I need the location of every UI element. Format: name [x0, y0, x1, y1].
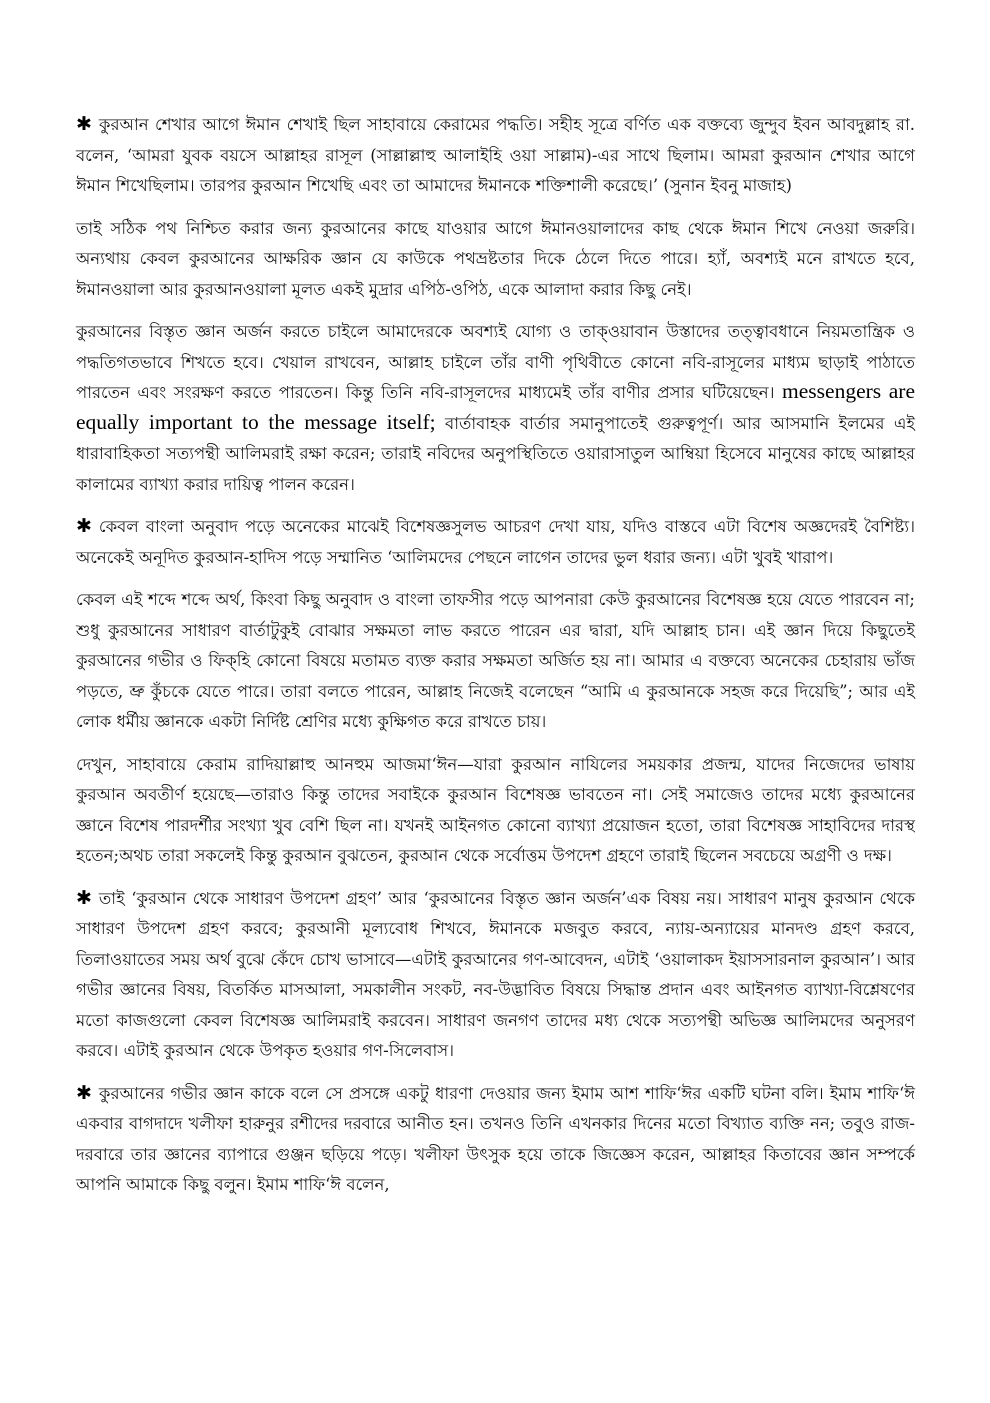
paragraph-text: দেখুন, সাহাবায়ে কেরাম রাদিয়াল্লাহু আনহুম আজমা‘ঈন—যারা কুরআন নাযিলের সময়কার প্রজন্ম, যাদের নিজেদের ভাষায় কুরআন অবতীর্ণ হয়েছে—তারাও কিন্তু তাদের সবাইকে কুরআন বিশেষজ্ঞ ভাবতেন না। সেই সমাজেও তাদের মধ্যে কুরআনের জ্ঞানে বিশেষ পারদর্শীর সংখ্যা খুব বেশি ছিল না। যখনই আইনগত কোনো ব্যাখ্যা প্রয়োজন হতো, তারা বিশেষজ্ঞ সাহাবিদের দারস্থ হতেন;অথচ তারা সকলেই কিন্তু কুরআন বুঝতেন, কুরআন থেকে সর্বোত্তম উপদেশ গ্রহণে তারাই ছিলেন সবচেয়ে অগ্রণী ও দক্ষ। [76, 754, 915, 865]
paragraph-4 [76, 512, 915, 573]
paragraph-6 [76, 750, 915, 872]
asterisk-bullet-icon [76, 1084, 92, 1103]
paragraph-text: কুরআনের গভীর জ্ঞান কাকে বলে সে প্রসঙ্গে একটু ধারণা দেওয়ার জন্য ইমাম আশ শাফি‘ঈর একটি ঘটনা বলি। ইমাম শাফি‘ঈ একবার বাগদাদে খলীফা হারুনুর রশীদের দরবারে আনীত হন। তখনও তিনি এখনকার দিনের মতো বিখ্যাত ব্যক্তি নন; তবুও রাজ-দরবারে তার জ্ঞানের ব্যাপারে গুঞ্জন ছড়িয়ে পড়ে। খলীফা উৎসুক হয়ে তাকে জিজ্ঞেস করেন, আল্লাহর কিতাবের জ্ঞান সম্পর্কে আপনি আমাকে কিছু বলুন। ইমাম শাফি‘ঈ বলেন, [76, 1083, 915, 1194]
paragraph-3 [76, 317, 915, 500]
paragraph-text: কেবল এই শব্দে শব্দে অর্থ, কিংবা কিছু অনুবাদ ও বাংলা তাফসীর পড়ে আপনারা কেউ কুরআনের বিশেষজ্ঞ হয়ে যেতে পারবেন না; শুধু কুরআনের সাধারণ বার্তাটুকুই বোঝার সক্ষমতা লাভ করতে পারেন এর দ্বারা, যদি আল্লাহ চান। এই জ্ঞান দিয়ে কিছুতেই কুরআনের গভীর ও ফিক্‌হি কোনো বিষয়ে মতামত ব্যক্ত করার সক্ষমতা অর্জিত হয় না। আমার এ বক্তব্যে অনেকের চেহারায় ভাঁজ পড়তে, ভ্রু কুঁচকে যেতে পারে। তারা বলতে পারেন, আল্লাহ নিজেই বলেছেন “আমি এ কুরআনকে সহজ করে দিয়েছি”; আর এই লোক ধর্মীয় জ্ঞানকে একটা নির্দিষ্ট শ্রেণির মধ্যে কুক্ষিগত করে রাখতে চায়। [76, 590, 915, 731]
paragraph-8 [76, 1079, 915, 1201]
paragraph-text: তাই সঠিক পথ নিশ্চিত করার জন্য কুরআনের কাছে যাওয়ার আগে ঈমানওয়ালাদের কাছ থেকে ঈমান শিখে নেওয়া জরুরি। অন্যথায় কেবল কুরআনের আক্ষরিক জ্ঞান যে কাউকে পথভ্রষ্টতার দিকে ঠেলে দিতে পারে। হ্যাঁ, অবশ্যই মনে রাখতে হবে, ঈমানওয়ালা আর কুরআনওয়ালা মূলত একই মুদ্রার এপিঠ-ওপিঠ, একে আলাদা করার কিছু নেই। [76, 218, 915, 299]
paragraph-7 [76, 884, 915, 1067]
asterisk-bullet-icon [76, 517, 92, 536]
paragraph-text: কুরআনের বিস্তৃত জ্ঞান অর্জন করতে চাইলে আমাদেরকে অবশ্যই যোগ্য ও তাক্‌ওয়াবান উস্তাদের তত্ত্বাবধানে নিয়মতান্ত্রিক ও পদ্ধতিগতভাবে শিখতে হবে। খেয়াল রাখবেন, আল্লাহ চাইলে তাঁর বাণী পৃথিবীতে কোনো নবি-রাসূলের মাধ্যম ছাড়াই পাঠাতে পারতেন এবং সংরক্ষণ করতে পারতেন। কিন্তু তিনি নবি-রাসূলদের মাধ্যমেই তাঁর বাণীর প্রসার ঘটিয়েছেন। [76, 322, 915, 402]
paragraph-text: কুরআন শেখার আগে ঈমান শেখাই ছিল সাহাবায়ে কেরামের পদ্ধতি। সহীহ সূত্রে বর্ণিত এক বক্তব্যে জুন্দুব ইবন আবদুল্লাহ রা. বলেন, ‘আমরা যুবক বয়সে আল্লাহর রাসূল (সাল্লাল্লাহু আলাইহি ওয়া সাল্লাম)-এর সাথে ছিলাম। আমরা কুরআন শেখার আগে ঈমান শিখেছিলাম। তারপর কুরআন শিখেছি এবং তা আমাদের ঈমানকে শক্তিশালী করেছে।’ (সুনান ইবনু মাজাহ) [76, 115, 915, 195]
paragraph-text: কেবল বাংলা অনুবাদ পড়ে অনেকের মাঝেই বিশেষজ্ঞসুলভ আচরণ দেখা যায়, যদিও বাস্তবে এটা বিশেষ অজ্ঞদেরই বৈশিষ্ট্য। অনেকেই অনূদিত কুরআন-হাদিস পড়ে সম্মানিত ‘আলিমদের পেছনে লাগেন তাদের ভুল ধরার জন্য। এটা খুবই খারাপ। [76, 517, 915, 567]
paragraph-text: বার্তাবাহক বার্তার সমানুপাতেই গুরুত্বপূর্ণ। আর আসমানি ইলমের এই ধারাবাহিকতা সত্যপন্থী আলিমরাই রক্ষা করেন; তারাই নবিদের অনুপস্থিতিতে ওয়ারাসাতুল আম্বিয়া হিসেবে মানুষের কাছে আল্লাহর কালামের ব্যাখ্যা করার দায়িত্ব পালন করেন। [76, 413, 915, 494]
paragraph-1 [76, 110, 915, 202]
asterisk-bullet-icon [76, 889, 92, 908]
english-quote: messengers are equally important to the message itself; [76, 379, 916, 434]
paragraph-text: তাই ‘কুরআন থেকে সাধারণ উপদেশ গ্রহণ’ আর ‘কুরআনের বিস্তৃত জ্ঞান অর্জন’এক বিষয় নয়। সাধারণ মানুষ কুরআন থেকে সাধারণ উপদেশ গ্রহণ করবে; কুরআনী মূল্যবোধ শিখবে, ঈমানকে মজবুত করবে, ন্যায়-অন্যায়ের মানদণ্ড গ্রহণ করবে, তিলাওয়াতের সময় অর্থ বুঝে কেঁদে চোখ ভাসাবে—এটাই কুরআনের গণ-আবেদন, এটাই ‘ওয়ালাকদ ইয়াসসারনাল কুরআন’। আর গভীর জ্ঞানের বিষয়, বিতর্কিত মাসআলা, সমকালীন সংকট, নব-উদ্ভাবিত বিষয়ে সিদ্ধান্ত প্রদান এবং আইনগত ব্যাখ্যা-বিশ্লেষণের মতো কাজগুলো কেবল বিশেষজ্ঞ আলিমরাই করবেন। সাধারণ জনগণ তাদের মধ্য থেকে সত্যপন্থী অভিজ্ঞ আলিমদের অনুসরণ করবে। এটাই কুরআন থেকে উপকৃত হওয়ার গণ-সিলেবাস। [76, 888, 915, 1060]
paragraph-5 [76, 585, 915, 738]
paragraph-2 [76, 214, 915, 306]
asterisk-bullet-icon [76, 115, 92, 134]
